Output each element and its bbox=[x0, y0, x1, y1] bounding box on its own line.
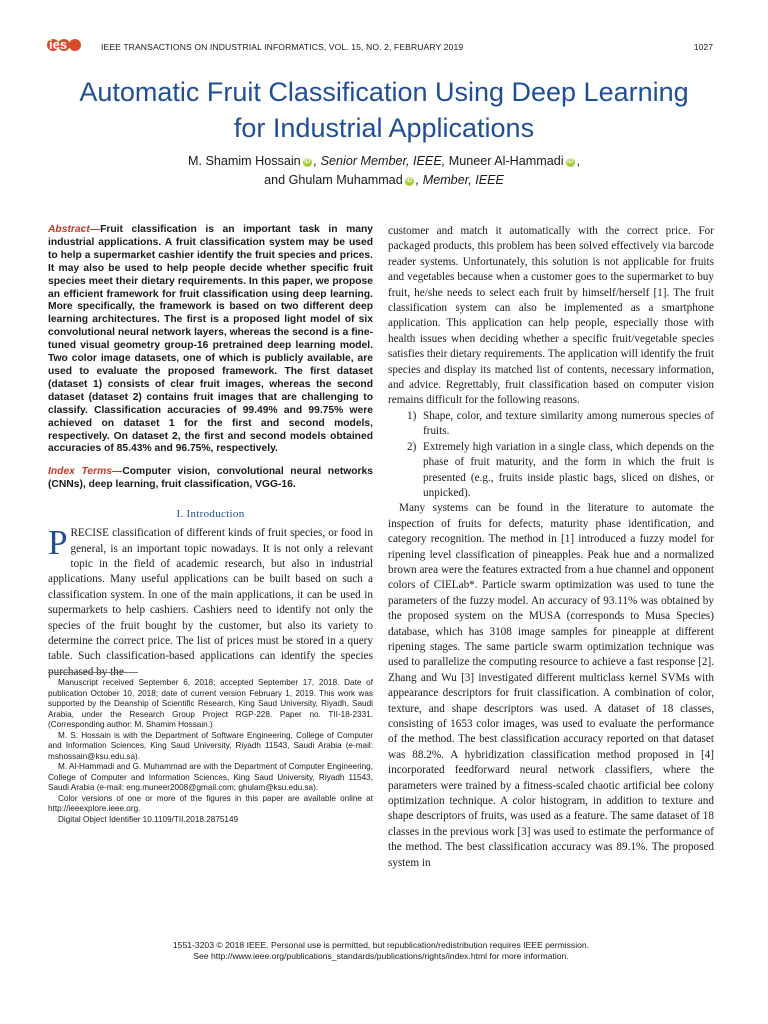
intro-first-word: RECISE bbox=[70, 527, 110, 540]
paper-title: Automatic Fruit Classification Using Deep Learning for Industrial Applications bbox=[79, 77, 689, 143]
footnote-doi: Digital Object Identifier 10.1109/TII.2018.2875149 bbox=[58, 814, 239, 824]
author-1: M. Shamim Hossain bbox=[187, 154, 301, 168]
footnote-divider bbox=[48, 672, 138, 673]
copyright-notice bbox=[48, 940, 714, 962]
right-paragraph-2: Many systems can be found in the literature to automate the inspection of fruits for defects, maturity phase identification, and category recognition. The method in [1] introduced a fuzzy model for ripening level classification of pineapples. Peak hue and a normalized brown area were the features extracted from a hue channel and opponent colors of CIELab*. Particle swarm optimization was used to tune the parameters of the fuzzy model. An accuracy of 93.11% was obtained by the proposed system on the MUSA (corresponds to Musa Species) database, which has 3108 image samples for pineapple at different ripening stages. The same particle swarm optimization technique was used to parallelize the computing resource to achieve a fast response [2]. Zhang and Wu [3] investigated different multiclass kernel SVMs with appearance descriptors for fruit classification. A combination of color, texture, and shape descriptors was used. A dataset of 18 classes, consisting of 1653 color images, was used to evaluate the performance of the method. The best classification accuracy reported on that dataset was 88.2%. A hybridization classification method proposed in [4] incorporated feedforward neural network classifiers, where the parameters were trained by a fitness-scaled chaotic artificial bee colony optimization technique. A color histogram, in addition to texture and shape descriptors of fruits, was used as a feature. The same dataset of 18 classes in the previous work [3] was used to estimate the performance of the method. The best classification accuracy was 89.1%. The proposed system in bbox=[388, 502, 714, 869]
ies-logo bbox=[45, 35, 87, 55]
footnote-author-2-3: M. Al-Hammadi and G. Muhammad are with the Department of Computer Engineering, College of Computer and Information Sciences, King Saud University, Riyadh 11543, Saudi Arabia (e-mail: eng.muneer2008@gmail.com; ghulam@ksu.edu.sa). bbox=[48, 762, 373, 792]
copyright-line-1: 1551-3203 © 2018 IEEE. Personal use is permitted, but republication/redistribution requires IEEE permission. bbox=[172, 940, 590, 950]
orcid-icon[interactable]: iD bbox=[304, 159, 311, 165]
abstract-text: Fruit classification is an important task in many industrial applications. A fruit classification system may be used to help a supermarket cashier identify the fruit species and prices. It may also be used to help people decide whether specific fruit species meet their dietary requirements. In this paper, we propose an efficient framework for fruit classification using deep learning. More specifically, the framework is based on two different deep learning architectures. The first is a proposed light model of six convolutional neural network layers, whereas the second is a fine-tuned visual geometry group-16 pretrained deep learning model. Two color image datasets, one of which is publicly available, are used to evaluate the proposed framework. The first dataset (dataset 1) consists of clear fruit images, whereas the second dataset (dataset 2) contains fruit images that are challenging to classify. Classification accuracies of 99.49% and 99.75% were achieved on dataset 1 for the first and second models, respectively. On dataset 2, the first and second models obtained accuracies of 85.43% and 96.75%, respectively. bbox=[48, 224, 373, 455]
index-terms-label: Index Terms— bbox=[48, 466, 123, 478]
running-header bbox=[45, 38, 713, 58]
author-list: M. Shamim Hossain iD , Senior Member, IEEE, Muneer Al-Hammadi iD , and Ghulam Muhammad iD , Member, IEEE bbox=[187, 154, 581, 187]
author-1-role: , Senior Member, IEEE, bbox=[313, 154, 446, 168]
author-3: and Ghulam Muhammad bbox=[264, 173, 403, 187]
logo-text: ies bbox=[49, 37, 68, 52]
abstract bbox=[48, 224, 373, 456]
author-3-role: , Member, IEEE bbox=[415, 173, 504, 187]
section-heading-introduction: I. Introduction bbox=[176, 508, 245, 521]
left-column bbox=[48, 224, 373, 680]
difficulty-list bbox=[388, 409, 714, 501]
index-terms-text: Computer vision, convolutional neural networks (CNNs), deep learning, fruit classification, VGG-16. bbox=[48, 466, 374, 491]
right-paragraph-1: customer and match it automatically with the correct price. For packaged products, this problem has been solved effectively via barcode reader systems. Unfortunately, this solution is not applicable for fruits and vegetables because when a customer goes to the supermarket to buy fruit, he/she needs to select each fruit by himself/herself [1]. The fruit classification system can also be implemented as a smartphone application. This application can help people, especially those with health issues when deciding whether a specific fruit/vegetable species satisfies their dietary requirements. The application will identify the fruit species and display its matched list of contents, necessary information, and advice. Regrettably, fruit classification based on computer vision remains difficult for the following reasons. bbox=[388, 225, 714, 407]
list-item: 2) Extremely high variation in a single class, which depends on the phase of fruit maturity, and the form in which the fruit is presented (e.g., fruits inside plastic bags, sliced on dishes, or unpicked). bbox=[407, 440, 714, 499]
right-column bbox=[388, 224, 714, 871]
footnote-color: Color versions of one or more of the figures in this paper are available online at http://ieeexplore.ieee.org. bbox=[48, 793, 373, 813]
orcid-icon[interactable]: iD bbox=[406, 178, 413, 184]
intro-text: classification of different kinds of fruit species, or food in general, is an important topic nowadays. It is not only a relevant topic in the field of academic research, but also in industrial applications. Many useful applications can be built based on such a classification system. In one of the main applications, it can be used in supermarkets to help cashiers. Cashiers need to identify not only the species of the fruit bought by the customer, but also its variety to determine the correct price. The list of prices must be stored in a query table. Such classification-based applications can identify the species purchased by the bbox=[48, 527, 373, 678]
footnote-author-1: M. S. Hossain is with the Department of Software Engineering, College of Computer and Information Sciences, King Saud University, Riyadh 11543, Saudi Arabia (e-mail: mshossain@ksu.edu.sa). bbox=[48, 730, 373, 761]
intro-paragraph bbox=[48, 523, 373, 680]
drop-cap: P bbox=[48, 523, 68, 563]
page-number: 1027 bbox=[693, 42, 713, 52]
journal-name: IEEE TRANSACTIONS ON INDUSTRIAL INFORMATICS, VOL. 15, NO. 2, FEBRUARY 2019 bbox=[101, 42, 464, 52]
index-terms bbox=[48, 466, 373, 492]
footnotes bbox=[48, 678, 373, 825]
orcid-icon[interactable]: iD bbox=[567, 159, 574, 165]
footnote-manuscript: Manuscript received September 6, 2018; accepted September 17, 2018. Date of publication October 10, 2018; date of current version February 1, 2019. This work was supported by the Deanship of Scientific Research, King Saud University, Riyadh, Saudi Arabia, under the Research Group Project RGP-228. Paper no. TII-18-2331. (Corresponding author: M. Shamim Hossain.) bbox=[48, 678, 373, 729]
list-item: 1) Shape, color, and texture similarity among numerous species of fruits. bbox=[407, 409, 714, 438]
abstract-label: Abstract— bbox=[48, 224, 101, 235]
copyright-line-2[interactable]: See http://www.ieee.org/publications_standards/publications/rights/index.html for more information. bbox=[193, 951, 569, 961]
author-2: Muneer Al-Hammadi bbox=[448, 154, 564, 168]
